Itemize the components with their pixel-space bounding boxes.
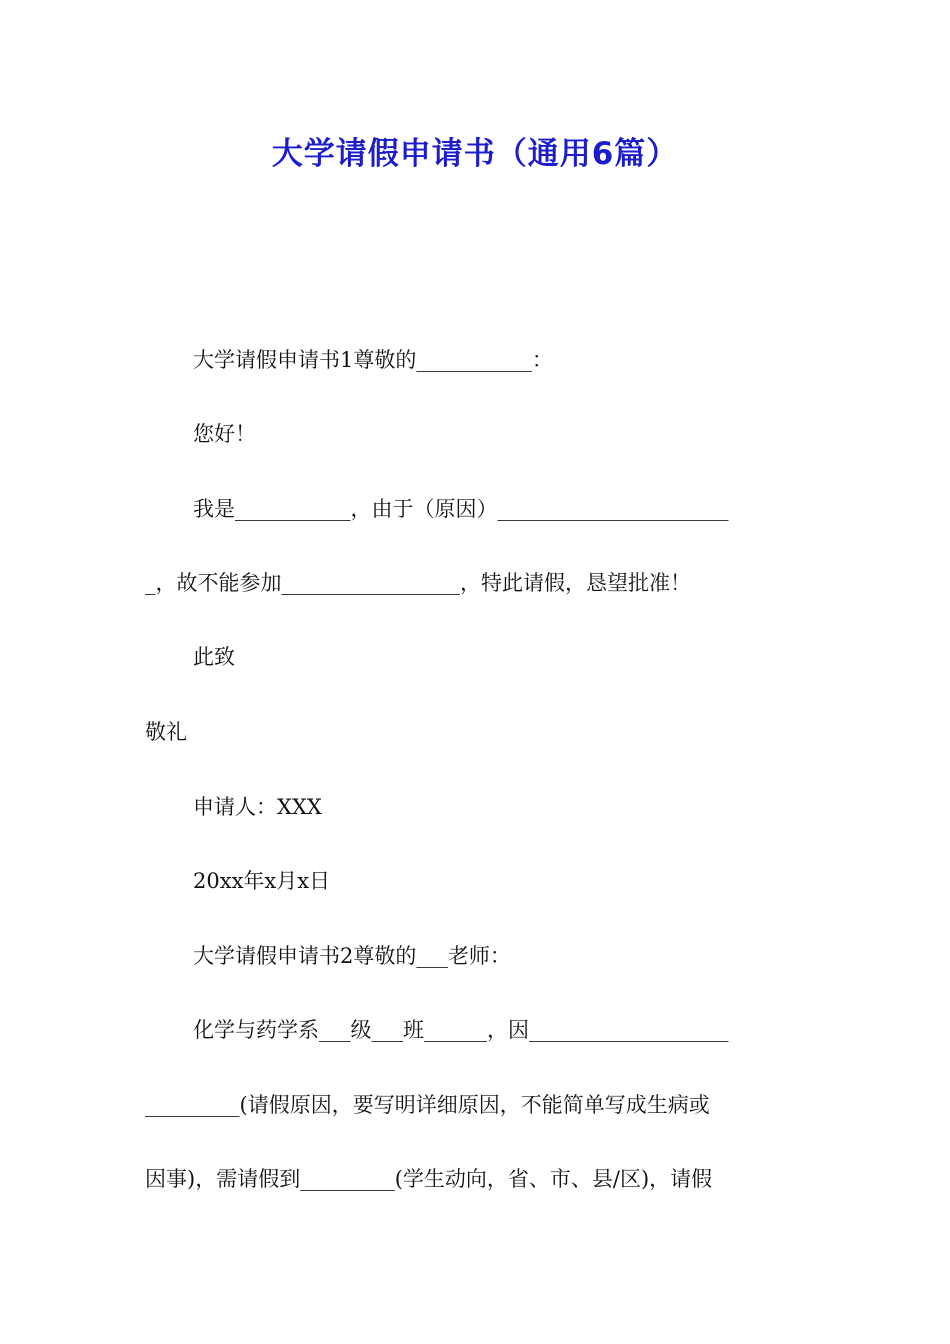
document-title: 大学请假申请书（通用6篇） [271,136,679,172]
salutation-line-2: 大学请假申请书2尊敬的___老师： [193,944,511,968]
body-line-4: _________(请假原因，要写明详细原因，不能简单写成生病或 [145,1093,710,1117]
salutation-line-1: 大学请假申请书1尊敬的___________： [193,348,553,372]
body-line-2: _，故不能参加_________________，特此请假，恳望批准！ [145,571,691,595]
greeting-line: 您好！ [193,422,256,446]
applicant-line: 申请人：XXX [193,795,322,819]
body-line-5: 因事)，需请假到_________(学生动向，省、市、县/区)，请假 [145,1167,713,1191]
closing-line-2: 敬礼 [145,720,187,744]
date-line: 20xx年x月x日 [193,869,331,893]
body-line-3: 化学与药学系___级___班______，因___________________ [193,1018,729,1042]
body-line-1: 我是___________，由于（原因）______________________ [193,497,729,521]
closing-line-1: 此致 [193,645,235,669]
